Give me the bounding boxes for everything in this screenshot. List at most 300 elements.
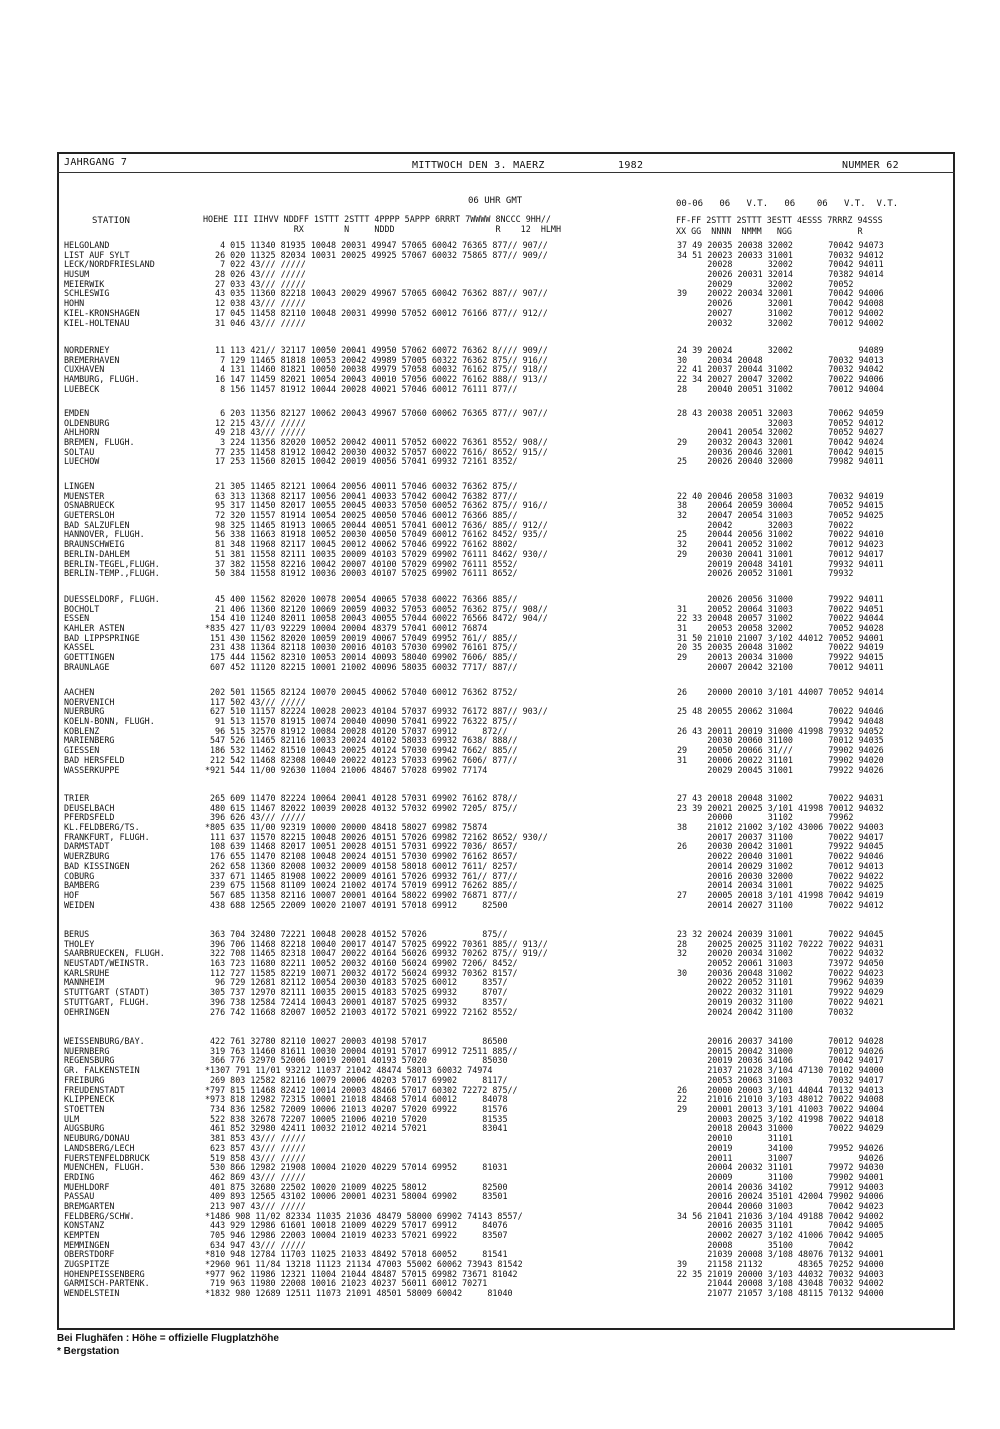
supplementary-values: 20018 20043 31000 70022 94029 <box>677 1123 884 1134</box>
right-head-line1: FF-FF 2STTT 2STTT 3ESTT 4ESSS 7RRRZ 94SSS <box>676 215 883 225</box>
station-name: HOHN <box>64 298 85 309</box>
table-row <box>60 385 950 395</box>
observation-values: 337 671 11465 81908 10022 20009 40161 57026 69932 761// 877// <box>210 870 518 881</box>
station-name: LIST AUF SYLT <box>64 249 130 260</box>
table-row <box>60 569 950 579</box>
supplementary-values: 20009 31100 79902 94001 <box>677 1171 884 1182</box>
observation-values: 176 655 11470 82108 10048 20024 40151 57030 69902 76162 8657/ <box>210 851 518 862</box>
station-name: FELDBERG/SCHW. <box>64 1210 135 1221</box>
station-name: MUENCHEN, FLUGH. <box>64 1162 145 1173</box>
station-group <box>60 688 950 775</box>
mountain-station-mark: * <box>205 1065 211 1076</box>
station-name: COBURG <box>64 870 95 881</box>
supplementary-values: 39 21158 21132 48365 70252 94000 <box>677 1259 884 1270</box>
station-name: HOF <box>64 889 80 900</box>
station-name: NORDERNEY <box>64 345 110 355</box>
station-name: WUERZBURG <box>64 851 110 862</box>
supplementary-values: 26 20030 20042 31001 79922 94045 <box>677 841 884 852</box>
observation-values: 239 675 11568 81109 10024 21002 40174 57019 69912 76262 885// <box>210 880 518 891</box>
supplementary-values: 20019 20036 34106 70042 94017 <box>677 1055 884 1066</box>
time-left-head: 06 UHR GMT <box>468 196 523 206</box>
supplementary-values: 20022 20032 31101 79922 94029 <box>677 987 884 998</box>
station-name: BOCHOLT <box>64 603 100 614</box>
observation-values: 363 704 32480 72221 10048 20028 40152 57026 875// <box>210 929 508 939</box>
observation-values: 530 866 12982 21908 10004 21020 40229 57014 69952 81031 <box>210 1162 508 1173</box>
observation-values: 805 635 11/00 92319 10000 20000 48418 58027 69982 75874 <box>210 822 488 833</box>
observation-values: 45 400 11562 82020 10078 20054 40065 57038 60022 76366 885// <box>210 594 518 604</box>
supplementary-values: 25 48 20055 20062 31004 70022 94046 <box>677 706 884 717</box>
mountain-station-mark: * <box>205 822 211 833</box>
observation-values: 96 515 32570 81912 10084 20028 40120 57037 69912 872// <box>210 725 508 736</box>
station-name: GR. FALKENSTEIN <box>64 1065 140 1076</box>
station-name: ERDING <box>64 1171 95 1182</box>
supplementary-values: 20014 20027 31100 70022 94012 <box>677 899 884 910</box>
station-name: BERLIN-DAHLEM <box>64 548 130 559</box>
station-name: OSNABRUECK <box>64 500 115 511</box>
supplementary-values: 20008 35100 70042 <box>677 1239 854 1250</box>
right-head-line2: XX GG NNNN NMMM NGG R <box>676 226 863 236</box>
station-name: HANNOVER, FLUGH. <box>64 529 145 540</box>
supplementary-values: 32 20047 20054 31003 70052 94025 <box>677 510 884 521</box>
station-name: KL.FELDBERG/TS. <box>64 822 140 833</box>
supplementary-values: 31 50 21010 21007 3/102 44012 70052 94001 <box>677 632 884 643</box>
station-name: NOERVENICH <box>64 696 115 707</box>
station-name: ZUGSPITZE <box>64 1259 110 1270</box>
supplementary-values: 20026 20052 31001 79932 <box>677 568 854 579</box>
station-group <box>60 346 950 394</box>
mountain-station-mark: * <box>205 764 211 775</box>
supplementary-values: 20019 34100 79952 94026 <box>677 1142 884 1153</box>
observation-values: 26 020 11325 82034 10031 20025 49925 57067 60032 75865 877// 909// <box>210 249 548 260</box>
station-name: LANDSBERG/LECH <box>64 1142 135 1153</box>
supplementary-values: 20026 20031 32014 70382 94014 <box>677 269 884 280</box>
station-name: MEIERWIK <box>64 278 105 289</box>
supplementary-values: 20052 20061 31003 73972 94050 <box>677 958 884 969</box>
station-name: BERUS <box>64 929 90 939</box>
station-name: ESSEN <box>64 613 90 624</box>
supplementary-values: 20 35 20035 20048 31002 70022 94019 <box>677 642 884 653</box>
station-name: MUEHLDORF <box>64 1181 110 1192</box>
supplementary-values: 79942 94048 <box>677 716 884 727</box>
supplementary-values: 39 20022 20034 32001 70042 94006 <box>677 288 884 299</box>
observation-values: 12 215 43/// ///// <box>210 417 306 428</box>
footnote-mountain: * Bergstation <box>57 1346 120 1357</box>
observation-values: 4 131 11460 81821 10050 20038 49979 57058 60032 76162 875// 918// <box>210 364 548 375</box>
observation-values: 51 381 11558 82111 10035 20009 40103 57029 69902 76111 8462/ 930// <box>210 548 548 559</box>
observation-values: 91 513 11570 81915 10074 20040 40090 57041 69922 76322 875// <box>210 716 518 727</box>
station-name: REGENSBURG <box>64 1055 115 1066</box>
observation-values: 231 438 11364 82118 10030 20016 40103 57030 69902 76161 875// <box>210 642 518 653</box>
right-head-line0: 00-06 06 V.T. 06 06 V.T. V.T. <box>676 199 899 209</box>
station-name: WEIDEN <box>64 899 95 910</box>
station-name: KOBLENZ <box>64 725 100 736</box>
table-row <box>60 1008 950 1018</box>
observation-values: 95 317 11450 82017 10055 20045 40033 57050 60052 76362 875// 916// <box>210 500 548 511</box>
observation-values: 366 776 32970 52006 10019 20001 40193 57020 85030 <box>210 1055 508 1066</box>
station-name: CUXHAVEN <box>64 364 105 375</box>
station-name: NUERBURG <box>64 706 105 717</box>
supplementary-values: 20010 31101 <box>677 1133 793 1144</box>
supplementary-values: 20028 32002 70042 94011 <box>677 259 884 270</box>
observation-values: 43 035 11360 82218 10043 20029 49967 57065 60042 76362 887// 907// <box>210 288 548 299</box>
observation-values: 96 729 12681 82112 10054 20030 40183 57025 60012 8357/ <box>210 977 508 988</box>
observation-values: 49 218 43/// ///// <box>210 427 306 438</box>
observation-values: 567 685 11358 82116 10007 20001 40164 58022 69902 76871 877// <box>210 889 518 900</box>
supplementary-values: 20014 20036 34102 79912 94003 <box>677 1181 884 1192</box>
supplementary-values: 20015 20042 31000 70012 94026 <box>677 1045 884 1056</box>
station-name: NUERNBERG <box>64 1045 110 1056</box>
table-row <box>60 766 950 776</box>
station-group <box>60 241 950 328</box>
supplementary-values: 29 20050 20066 31/// 79902 94026 <box>677 745 884 756</box>
mountain-station-mark: * <box>205 1210 211 1221</box>
station-name: MARIENBERG <box>64 735 115 746</box>
supplementary-values: 20022 20040 31001 70022 94046 <box>677 851 884 862</box>
observation-values: 322 708 11465 82318 10047 20022 40164 56026 69932 70262 875// 919// <box>210 948 548 959</box>
supplementary-values: 20016 20024 35101 42004 79902 94006 <box>677 1191 884 1202</box>
supplementary-values: 20029 32002 70052 <box>677 278 854 289</box>
supplementary-values: 38 20064 20059 30004 70052 94015 <box>677 500 884 511</box>
footnote-airports: Bei Flughäfen : Höhe = offizielle Flugplatzhöhe <box>57 1333 279 1344</box>
supplementary-values: 21044 20008 3/108 43048 70032 94002 <box>677 1278 884 1289</box>
supplementary-values: 20032 32002 70012 94002 <box>677 317 884 328</box>
supplementary-values: 32003 70052 94012 <box>677 417 884 428</box>
observation-values: 1486 908 11/02 82334 11035 21036 48479 58000 69902 74143 8557/ <box>210 1210 523 1221</box>
supplementary-values: 23 32 20024 20039 31001 70022 94045 <box>677 929 884 939</box>
observation-values: 16 147 11459 82021 10054 20043 40010 57056 60022 76162 888// 913// <box>210 374 548 385</box>
station-name: LECK/NORDFRIESLAND <box>64 259 155 270</box>
observation-values: 443 929 12986 61601 10018 21009 40229 57017 69912 84076 <box>210 1220 508 1231</box>
supplementary-values: 27 43 20018 20048 31002 70022 94031 <box>677 793 884 803</box>
observation-values: 835 427 11/03 92229 10004 20004 48379 57041 60012 76874 <box>210 623 488 634</box>
station-group <box>60 794 950 910</box>
observation-values: 186 532 11462 81510 10043 20025 40124 57030 69942 7662/ 885// <box>210 745 518 756</box>
observation-values: 734 836 12582 72009 10006 21013 40207 57020 69922 81576 <box>210 1104 508 1115</box>
supplementary-values: 20041 20054 32002 70052 94027 <box>677 427 884 438</box>
supplementary-values: 32 20020 20034 31002 70022 94032 <box>677 948 884 959</box>
station-name: FREIBURG <box>64 1075 105 1085</box>
observation-values: 1832 980 12689 12511 11073 21091 48501 58009 60042 81040 <box>210 1288 513 1299</box>
observation-values: 547 526 11465 82116 10033 20024 40102 58033 69932 7638/ 888// <box>210 735 518 746</box>
station-name: PFERDSFELD <box>64 812 115 823</box>
station-name: MANNHEIM <box>64 977 105 988</box>
supplementary-values: 20014 20029 31002 70012 94013 <box>677 860 884 871</box>
station-name: BERLIN-TEMP.,FLUGH. <box>64 568 160 579</box>
station-name: DUESSELDORF, FLUGH. <box>64 594 160 604</box>
supplementary-values: 20003 20025 3/102 41998 70022 94018 <box>677 1113 884 1124</box>
supplementary-values: 22 35 21019 20000 3/103 44032 70032 94003 <box>677 1268 884 1279</box>
station-name: BAD LIPPSPRINGE <box>64 632 140 643</box>
observation-values: 213 907 43/// ///// <box>210 1200 306 1211</box>
station-name: GARMISCH-PARTENK. <box>64 1278 150 1289</box>
observation-values: 72 320 11557 81914 10054 20025 40050 57046 60012 76366 885// <box>210 510 518 521</box>
supplementary-values: 20036 20046 32001 70042 94015 <box>677 446 884 457</box>
supplementary-values: 29 20001 20013 3/101 41003 70022 94004 <box>677 1104 884 1115</box>
observation-values: 2960 961 11/84 13218 11123 21134 47003 55002 60062 73943 81542 <box>210 1259 523 1270</box>
observation-values: 37 382 11558 82216 10042 20007 40100 57029 69902 76111 8552/ <box>210 558 518 569</box>
observation-values: 396 706 11468 82218 10040 20017 40147 57025 69922 70361 885// 913// <box>210 938 548 949</box>
observation-values: 108 639 11468 82017 10051 20028 40151 57031 69922 7036/ 8657/ <box>210 841 518 852</box>
station-name: BREMGARTEN <box>64 1200 115 1211</box>
observation-values: 719 963 11980 22008 10016 21023 40237 56011 60012 70271 <box>210 1278 488 1289</box>
station-name: FRANKFURT, FLUGH. <box>64 831 150 842</box>
station-group <box>60 1037 950 1076</box>
observation-values: 212 542 11468 82308 10040 20022 40123 57033 69962 7606/ 877// <box>210 754 518 765</box>
observation-values: 117 502 43/// ///// <box>210 696 306 707</box>
station-name: WASSERKUPPE <box>64 764 120 775</box>
station-name: BAMBERG <box>64 880 100 891</box>
station-name: KIEL-HOLTENAU <box>64 317 130 328</box>
supplementary-values: 20053 20063 31003 70032 94017 <box>677 1075 884 1085</box>
observation-values: 6 203 11356 82127 10062 20043 49967 57060 60062 76365 877// 907// <box>210 408 548 418</box>
table-row <box>60 1124 950 1134</box>
station-name: KARLSRUHE <box>64 967 110 978</box>
station-name: TRIER <box>64 793 90 803</box>
observation-values: 111 637 11570 82215 10048 20026 40151 57026 69982 72162 8652/ 930// <box>210 831 548 842</box>
date-label: MITTWOCH DEN 3. MAERZ <box>412 160 545 171</box>
observation-values: 175 444 11562 82310 10053 20014 40093 58040 69902 7606/ 885// <box>210 652 518 663</box>
observation-values: 63 313 11368 82117 10056 20041 40033 57042 60042 76382 877// <box>210 490 518 501</box>
supplementary-values: 20014 20034 31001 70022 94025 <box>677 880 884 891</box>
supplementary-values: 22 33 20048 20057 31002 70022 94044 <box>677 613 884 624</box>
supplementary-values: 21039 20008 3/108 48076 70132 94001 <box>677 1249 884 1260</box>
station-name: GIESSEN <box>64 745 100 756</box>
left-head-line2: RX N NDDD R 12 HLMH <box>203 224 561 234</box>
supplementary-values: 29 20032 20043 32001 70042 94024 <box>677 437 884 448</box>
supplementary-values: 20029 20045 31001 79922 94026 <box>677 764 884 775</box>
station-name: DARMSTADT <box>64 841 110 852</box>
station-name: KONSTANZ <box>64 1220 105 1231</box>
observation-values: 810 948 12784 11703 11025 21033 48492 57018 60052 81541 <box>210 1249 508 1260</box>
supplementary-values: 20004 20032 31101 79972 94030 <box>677 1162 884 1173</box>
mountain-station-mark: * <box>205 1249 211 1260</box>
supplementary-values: 26 43 20011 20019 31000 41998 79932 94052 <box>677 725 884 736</box>
observation-values: 151 430 11562 82020 10059 20019 40067 57049 69952 761// 885// <box>210 632 518 643</box>
station-name: HUSUM <box>64 269 90 280</box>
supplementary-values: 24 39 20024 32002 94089 <box>677 345 884 355</box>
supplementary-values: 25 20044 20056 31002 70022 94010 <box>677 529 884 540</box>
supplementary-values: 22 34 20027 20047 32002 70022 94006 <box>677 374 884 385</box>
station-name: LUEBECK <box>64 383 100 394</box>
mountain-station-mark: * <box>205 1288 211 1299</box>
observation-values: 422 761 32780 82110 10027 20003 40198 57017 86500 <box>210 1036 508 1046</box>
observation-values: 7 022 43/// ///// <box>210 259 306 270</box>
station-name: BREMERHAVEN <box>64 354 120 365</box>
station-name: KIEL-KRONSHAGEN <box>64 307 140 318</box>
supplementary-values: 30 20034 20048 70032 94013 <box>677 354 884 365</box>
observation-values: 8 156 11457 81912 10044 20028 40021 57046 60012 76111 877// <box>210 383 518 394</box>
supplementary-values: 20026 32001 70042 94008 <box>677 298 884 309</box>
observation-values: 401 875 32680 22502 10020 21009 40225 58012 82500 <box>210 1181 508 1192</box>
table-row <box>60 457 950 467</box>
observation-values: 163 723 11680 82211 10052 20032 40160 56024 69902 7206/ 8452/ <box>210 958 518 969</box>
observation-values: 438 688 12565 22009 10020 21007 40191 57018 69912 82500 <box>210 899 508 910</box>
station-name: BAD SALZUFLEN <box>64 519 130 530</box>
station-name: BAD KISSINGEN <box>64 860 130 871</box>
station-name: KASSEL <box>64 642 95 653</box>
observation-values: 265 609 11470 82224 10064 20041 40128 57031 69902 76162 878// <box>210 793 518 803</box>
year-value: 1982 <box>618 160 644 171</box>
station-name: KLIPPENECK <box>64 1094 115 1105</box>
station-name: LUECHOW <box>64 456 100 467</box>
table-row <box>60 663 950 673</box>
supplementary-values: 20044 20060 31003 70042 94023 <box>677 1200 884 1211</box>
supplementary-values: 21077 21057 3/108 48115 70132 94000 <box>677 1288 884 1299</box>
observation-values: 17 253 11560 82015 10042 20019 40056 57041 69932 72161 8352/ <box>210 456 518 467</box>
station-name: WENDELSTEIN <box>64 1288 120 1299</box>
supplementary-values: 38 21012 21002 3/102 43006 70022 94003 <box>677 822 884 833</box>
observation-values: 381 853 43/// ///// <box>210 1133 306 1144</box>
supplementary-values: 20030 20060 31100 70012 94035 <box>677 735 884 746</box>
supplementary-values: 20019 20032 31100 70022 94021 <box>677 996 884 1007</box>
station-name: OEHRINGEN <box>64 1006 110 1017</box>
observation-values: 305 737 12970 82111 10035 20015 40183 57025 69932 8707/ <box>210 987 508 998</box>
supplementary-values: 26 20000 20010 3/101 44007 70052 94014 <box>677 687 884 697</box>
supplementary-values: 32 20041 20052 31002 70012 94023 <box>677 539 884 550</box>
observation-values: 77 235 11458 81912 10042 20030 40032 57057 60022 7616/ 8652/ 915// <box>210 446 548 457</box>
header-rule <box>57 172 955 173</box>
year-label: JAHRGANG 7 <box>64 157 128 168</box>
supplementary-values: 31 20006 20022 31101 79902 94020 <box>677 754 884 765</box>
station-name: KEMPTEN <box>64 1230 100 1240</box>
observation-values: 81 348 11968 82117 10045 20012 40062 57046 69922 76162 8802/ <box>210 539 518 550</box>
station-group <box>60 482 950 579</box>
observation-values: 461 852 32980 42411 10032 21012 40214 57021 83041 <box>210 1123 508 1134</box>
observation-values: 627 510 11157 82224 10028 20023 40104 57037 69932 76172 887// 903// <box>210 706 548 717</box>
station-head: STATION <box>92 216 130 226</box>
station-name: GUETERSLOH <box>64 510 115 521</box>
supplementary-values: 29 20030 20041 31001 70012 94017 <box>677 548 884 559</box>
station-group <box>60 930 950 1017</box>
supplementary-values: 20022 20052 31101 79962 94039 <box>677 977 884 988</box>
supplementary-values: 20024 20042 31100 70032 <box>677 1006 854 1017</box>
station-name: BRAUNSCHWEIG <box>64 539 125 550</box>
observation-values: 319 763 11460 81611 10030 20004 40191 57017 69912 72511 885// <box>210 1045 518 1056</box>
station-name: KOELN-BONN, FLUGH. <box>64 716 155 727</box>
supplementary-values: 34 56 21041 21036 3/104 49188 70042 94002 <box>677 1210 884 1221</box>
observation-values: 12 038 43/// ///// <box>210 298 306 309</box>
observation-values: 7 129 11465 81818 10053 20042 49989 57005 60322 76362 875// 916// <box>210 354 548 365</box>
observation-values: 21 305 11465 82121 10064 20056 40011 57046 60032 76362 875// <box>210 481 518 491</box>
observation-values: 17 045 11458 82110 10048 20031 49990 57052 60012 76166 877// 912// <box>210 307 548 318</box>
supplementary-values: 20000 31102 79962 <box>677 812 854 823</box>
station-name: ULM <box>64 1113 80 1124</box>
station-name: STUTTGART, FLUGH. <box>64 996 150 1007</box>
supplementary-values: 37 49 20035 20038 32002 70042 94073 <box>677 240 884 250</box>
observation-values: 396 626 43/// ///// <box>210 812 306 823</box>
supplementary-values: 20016 20035 31101 70042 94005 <box>677 1220 884 1231</box>
station-name: MEMMINGEN <box>64 1239 110 1250</box>
observation-values: 396 738 12584 72414 10043 20001 40187 57025 69932 8357/ <box>210 996 508 1007</box>
supplementary-values: 20011 31007 94026 <box>677 1152 884 1163</box>
station-name: THOLEY <box>64 938 95 949</box>
observation-values: 98 325 11465 81913 10065 20044 40051 57041 60012 7636/ 885// 912// <box>210 519 548 530</box>
supplementary-values: 20026 20056 31000 79922 94011 <box>677 594 884 604</box>
station-name: BREMEN, FLUGH. <box>64 437 135 448</box>
observation-values: 50 384 11558 81912 10036 20003 40107 57025 69902 76111 8652/ <box>210 568 518 579</box>
observation-values: 705 946 12986 22003 10004 21019 40233 57021 69922 83507 <box>210 1230 508 1240</box>
supplementary-values: 31 20052 20064 31003 70022 94051 <box>677 603 884 614</box>
station-name: DEUSELBACH <box>64 802 115 813</box>
station-name: FUERSTENFELDBRUCK <box>64 1152 150 1163</box>
observation-values: 623 857 43/// ///// <box>210 1142 306 1153</box>
observation-values: 519 858 43/// ///// <box>210 1152 306 1163</box>
station-group <box>60 409 950 467</box>
mountain-station-mark: * <box>205 1084 211 1095</box>
observation-values: 462 869 43/// ///// <box>210 1171 306 1182</box>
mountain-station-mark: * <box>205 1259 211 1270</box>
supplementary-values: 28 43 20038 20051 32003 70062 94059 <box>677 408 884 418</box>
station-name: BAD HERSFELD <box>64 754 125 765</box>
supplementary-values: 20016 20037 34100 70012 94028 <box>677 1036 884 1046</box>
station-name: FREUDENSTADT <box>64 1084 125 1095</box>
supplementary-values: 20042 32003 70022 <box>677 519 854 530</box>
station-name: HELGOLAND <box>64 240 110 250</box>
observation-values: 262 658 11360 82008 10032 20009 40158 58018 60012 7611/ 8257/ <box>210 860 518 871</box>
observation-values: 269 803 12582 82116 10079 20006 40203 57017 69902 8117/ <box>210 1075 508 1085</box>
observation-values: 522 838 32678 72207 10005 21006 40210 57020 81535 <box>210 1113 508 1124</box>
station-name: BERLIN-TEGEL,FLUGH. <box>64 558 160 569</box>
station-name: SOLTAU <box>64 446 95 457</box>
station-name: BRAUNLAGE <box>64 661 110 672</box>
supplementary-values: 20019 20048 34101 79932 94011 <box>677 558 884 569</box>
supplementary-values: 21037 21028 3/104 47130 70102 94000 <box>677 1065 884 1076</box>
observation-values: 480 615 11467 82022 10039 20028 40132 57032 69902 7205/ 875// <box>210 802 518 813</box>
observation-values: 21 406 11360 82120 10069 20059 40032 57053 60052 76362 875// 908// <box>210 603 548 614</box>
observation-values: 27 033 43/// ///// <box>210 278 306 289</box>
issue-number: NUMMER 62 <box>842 160 899 171</box>
supplementary-values: 20027 31002 70012 94002 <box>677 307 884 318</box>
supplementary-values: 28 20025 20025 31102 70222 70022 94031 <box>677 938 884 949</box>
station-name: AHLHORN <box>64 427 100 438</box>
supplementary-values: 30 20036 20048 31002 70022 94023 <box>677 967 884 978</box>
supplementary-values: 29 20013 20034 31000 79922 94015 <box>677 652 884 663</box>
observation-values: 202 501 11565 82124 10070 20045 40062 57040 60012 76362 8752/ <box>210 687 518 697</box>
observation-values: 31 046 43/// ///// <box>210 317 306 328</box>
station-name: OBERSTDORF <box>64 1249 115 1260</box>
station-group <box>60 595 950 673</box>
observation-values: 11 113 421// 32117 10050 20041 49950 57062 60072 76362 8//// 909// <box>210 345 548 355</box>
station-name: NEUSTADT/WEINSTR. <box>64 958 150 969</box>
table-row <box>60 319 950 329</box>
observation-values: 797 815 11468 82412 10014 20003 48466 57017 60302 72272 875// <box>210 1084 518 1095</box>
observation-values: 3 224 11356 82020 10052 20042 40011 57052 60022 76361 8552/ 908// <box>210 437 548 448</box>
station-name: SAARBRUECKEN, FLUGH. <box>64 948 165 959</box>
supplementary-values: 22 41 20037 20044 31002 70032 94042 <box>677 364 884 375</box>
station-name: LINGEN <box>64 481 95 491</box>
supplementary-values: 27 20005 20018 3/101 41998 70042 94019 <box>677 889 884 900</box>
mountain-station-mark: * <box>205 1094 211 1105</box>
observation-values: 607 452 11120 82215 10001 21002 40096 58035 60032 7717/ 887// <box>210 661 518 672</box>
supplementary-values: 22 40 20046 20058 31003 70032 94019 <box>677 490 884 501</box>
observation-values: 112 727 11585 82219 10071 20032 40172 56024 69932 70362 8157/ <box>210 967 518 978</box>
observation-values: 977 962 11986 12321 11004 21044 48487 57015 69982 73671 81042 <box>210 1268 518 1279</box>
station-name: AACHEN <box>64 687 95 697</box>
supplementary-values: 20002 20027 3/102 41006 70042 94005 <box>677 1230 884 1240</box>
station-name: HAMBURG, FLUGH. <box>64 374 140 385</box>
observation-values: 634 947 43/// ///// <box>210 1239 306 1250</box>
station-name: HOHENPEISSENBERG <box>64 1268 145 1279</box>
supplementary-values: 22 21016 21010 3/103 48012 70022 94008 <box>677 1094 884 1105</box>
observation-values: 56 338 11663 81918 10052 20030 40050 57049 60012 76162 8452/ 935// <box>210 529 548 540</box>
supplementary-values: 25 20026 20040 32000 79982 94011 <box>677 456 884 467</box>
observation-values: 276 742 11668 82007 10052 21003 40172 57021 69922 72162 8552/ <box>210 1006 518 1017</box>
supplementary-values: 28 20040 20051 31002 70012 94004 <box>677 383 884 394</box>
observation-values: 921 544 11/00 92630 11004 21006 48467 57028 69902 77174 <box>210 764 488 775</box>
station-name: EMDEN <box>64 408 90 418</box>
observation-values: 28 026 43/// ///// <box>210 269 306 280</box>
station-name: OLDENBURG <box>64 417 110 428</box>
